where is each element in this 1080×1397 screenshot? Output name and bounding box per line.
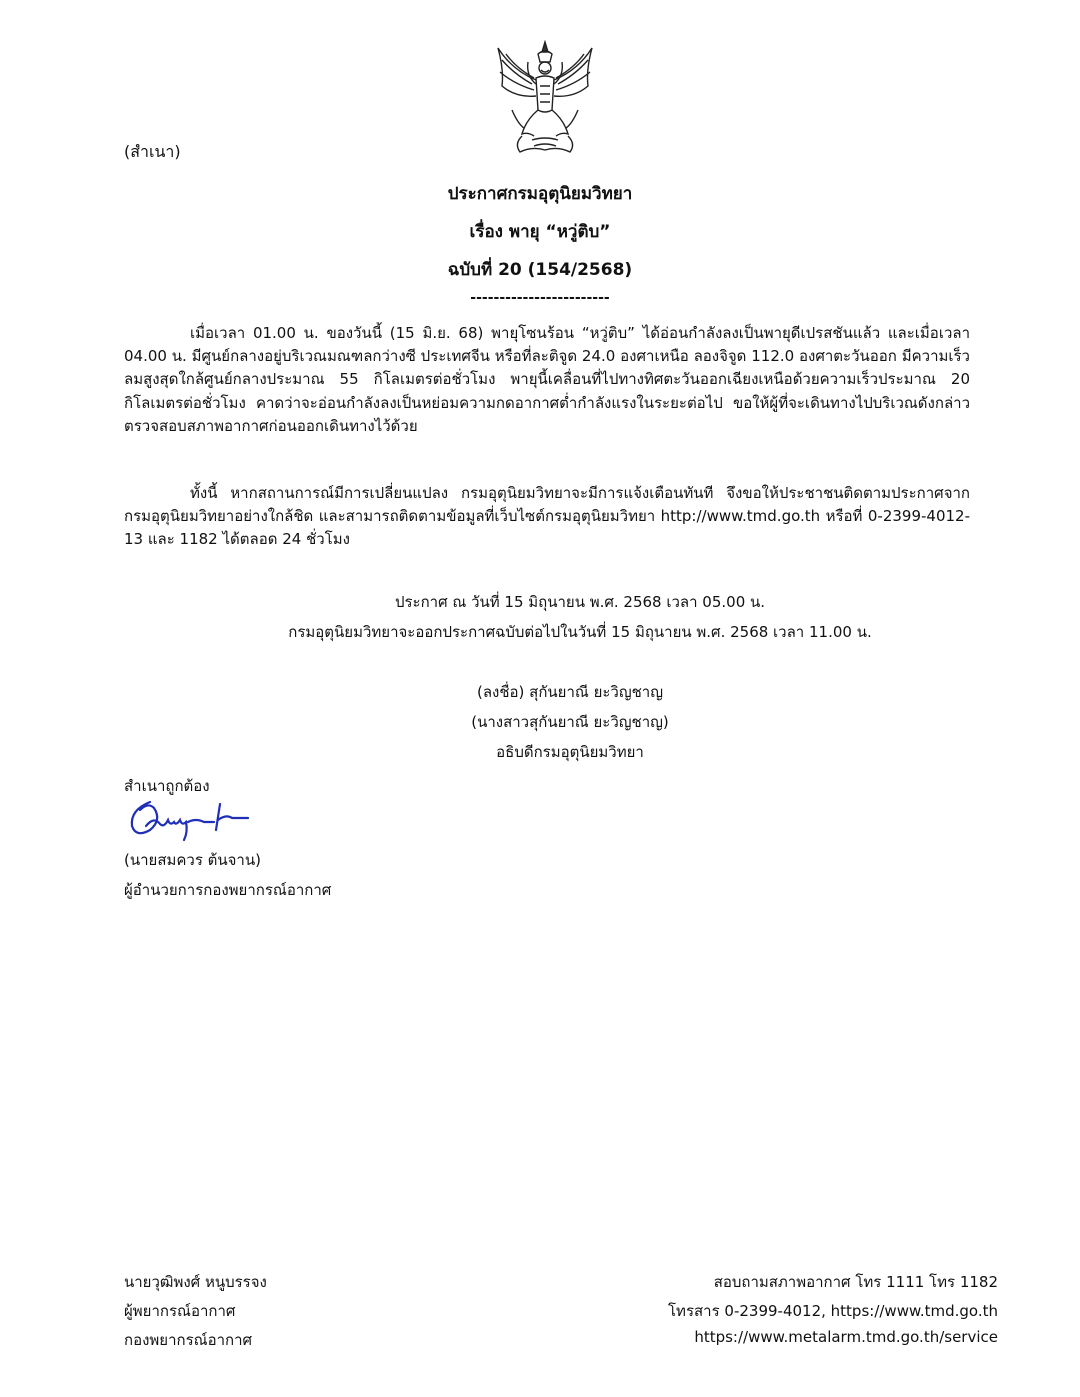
announcement-subject: เรื่อง พายุ “หวู่ติบ” xyxy=(469,222,611,242)
signatory-full-name: (นางสาวสุกันยาณี ยะวิญชาญ) xyxy=(471,713,669,731)
signatory-position: อธิบดีกรมอุตุนิยมวิทยา xyxy=(496,743,644,761)
certifier-name: (นายสมควร ต้นจาน) xyxy=(124,851,261,869)
garuda-emblem xyxy=(492,40,598,156)
issued-datetime: ประกาศ ณ วันที่ 15 มิถุนายน พ.ศ. 2568 เวลา 05.00 น. xyxy=(394,593,766,611)
footer-contact-fax-web: โทรสาร 0-2399-4012, https://www.tmd.go.th xyxy=(668,1302,998,1320)
copy-mark: (สำเนา) xyxy=(124,142,181,161)
footer-forecaster-role: ผู้พยากรณ์อากาศ xyxy=(124,1302,236,1320)
footer-service-link[interactable]: https://www.metalarm.tmd.go.th/service xyxy=(694,1328,998,1346)
footer-contact-phone: สอบถามสภาพอากาศ โทร 1111 โทร 1182 xyxy=(713,1273,998,1291)
announcement-title: ประกาศกรมอุตุนิยมวิทยา xyxy=(447,184,633,204)
footer-forecaster-division: กองพยากรณ์อากาศ xyxy=(124,1331,253,1349)
next-issue-note: กรมอุตุนิยมวิทยาจะออกประกาศฉบับต่อไปในวันที่ 15 มิถุนายน พ.ศ. 2568 เวลา 11.00 น. xyxy=(288,623,872,641)
announcement-issue-number: ฉบับที่ 20 (154/2568) xyxy=(447,260,633,280)
certifier-position: ผู้อำนวยการกองพยากรณ์อากาศ xyxy=(124,881,332,899)
handwritten-signature xyxy=(124,796,254,846)
body-paragraph-1: เมื่อเวลา 01.00 น. ของวันนี้ (15 มิ.ย. 68) พายุโซนร้อน “หวู่ติบ” ได้อ่อนกำลังลงเป็นพายุดีเปรสชันแล้ว และเมื่อเวลา 04.00 น. มีศูนย์กลางอยู่บริเวณมณฑลกว่างซี ประเทศจีน หรือที่ละติจูด 24.0 องศาเหนือ ลองจิจูด 112.0 องศาตะวันออก มีความเร็วลมสูงสุดใกล้ศูนย์กลางประมาณ 55 กิโลเมตรต่อชั่วโมง พายุนี้เคลื่อนที่ไปทางทิศตะวันออกเฉียงเหนือด้วยความเร็วประมาณ 20 กิโลเมตรต่อชั่วโมง คาดว่าจะอ่อนกำลังลงเป็นหย่อมความกดอากาศต่ำกำลังแรงในระยะต่อไป ขอให้ผู้ที่จะเดินทางไปบริเวณดังกล่าวตรวจสอบสภาพอากาศก่อนออกเดินทางไว้ด้วย xyxy=(124,324,970,435)
footer-forecaster-name: นายวุฒิพงศ์ หนูบรรจง xyxy=(124,1273,267,1291)
signatory-signed: (ลงชื่อ) สุกันยาณี ยะวิญชาญ xyxy=(477,683,663,701)
title-divider: ------------------------ xyxy=(470,290,610,306)
body-paragraph-2: ทั้งนี้ หากสถานการณ์มีการเปลี่ยนแปลง กรมอุตุนิยมวิทยาจะมีการแจ้งเตือนทันที จึงขอให้ประชาชนติดตามประกาศจากกรมอุตุนิยมวิทยาอย่างใกล้ชิด และสามารถติดตามข้อมูลที่เว็บไซต์กรมอุตุนิยมวิทยา http://www.tmd.go.th หรือที่ 0-2399-4012-13 และ 1182 ได้ตลอด 24 ชั่วโมง xyxy=(124,484,970,549)
certified-copy-label: สำเนาถูกต้อง xyxy=(124,777,210,795)
